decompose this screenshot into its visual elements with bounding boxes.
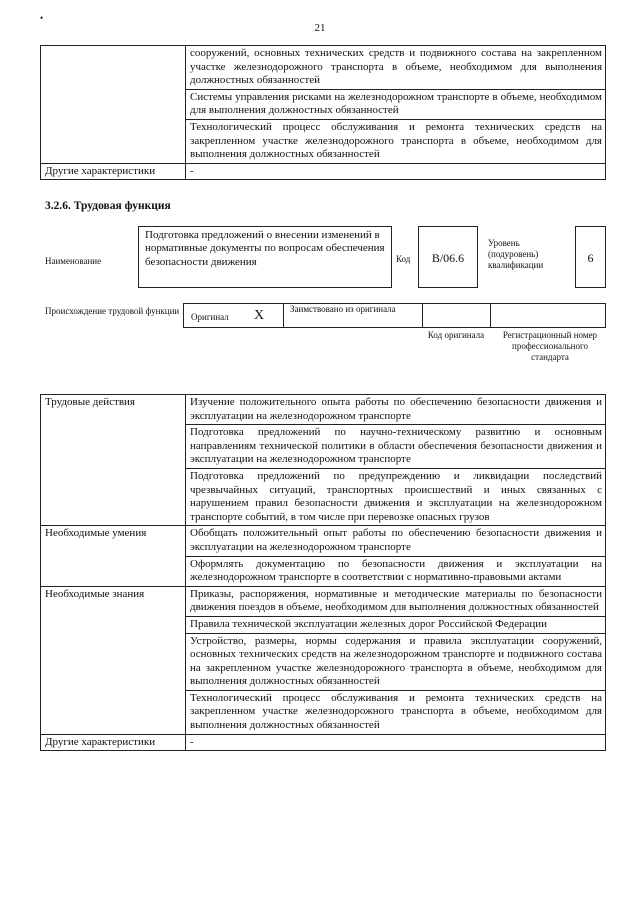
page-number: 21: [314, 22, 326, 34]
table-cell: Системы управления рисками на железнодорожном транспорте в объеме, необходимом для выполнения должностных обязанностей: [186, 89, 606, 119]
table-cell: Подготовка предложений по предупреждению и ликвидации последствий чрезвычайных ситуаций, транспортных происшествий и иных связанных с нарушением правил безопасности движения и эксплуатации на железнодорожном транспорте событий, в том числе при перевозке опасных грузов: [186, 468, 606, 525]
table-cell: Оформлять документацию по безопасности движения и эксплуатации на железнодорожном транспорте в соответствии с нормативно-правовыми актами: [186, 556, 606, 586]
table-cell: Обобщать положительный опыт работы по обеспечению безопасности движения и эксплуатации на железнодорожном транспорте: [186, 526, 606, 556]
table-row: [41, 395, 606, 425]
original-mark: X: [254, 308, 265, 323]
function-table: [40, 394, 606, 751]
table-cell: Технологический процесс обслуживания и ремонта технических средств на закрепленном участке железнодорожного транспорта в объеме, необходимом для выполнения должностных обязанностей: [186, 690, 606, 734]
table-cell: Приказы, распоряжения, нормативные и методические материалы по безопасности движения поездов в объеме, необходимом для выполнения должностных обязанностей: [186, 586, 606, 616]
borrowed-divider: [422, 303, 423, 328]
table-cell: -: [186, 734, 606, 751]
origin-label: Происхождение трудовой функции: [45, 306, 180, 316]
table-cell: Изучение положительного опыта работы по обеспечению безопасности движения и эксплуатации на железнодорожном транспорте: [186, 395, 606, 425]
code-value: B/06.6: [431, 251, 465, 265]
empty-label-cell: [41, 46, 186, 164]
table-cell: Технологический процесс обслуживания и ремонта технических средств на закрепленном участке железнодорожного транспорта в объеме, необходимом для выполнения должностных обязанностей: [186, 119, 606, 163]
row-label: Другие характеристики: [41, 734, 186, 751]
name-value: Подготовка предложений о внесении изменений в нормативные документы по вопросам обеспечения безопасности движения: [145, 229, 385, 268]
table-row: [41, 526, 606, 556]
section-title: 3.2.6. Трудовая функция: [45, 200, 171, 212]
row-label: Трудовые действия: [41, 395, 186, 526]
table-cell: Правила технической эксплуатации железных дорог Российской Федерации: [186, 616, 606, 633]
reg-caption: Регистрационный номер профессионального стандарта: [502, 330, 598, 362]
level-value-box: [575, 226, 606, 288]
original-label: Оригинал: [191, 312, 229, 322]
scan-mark: •: [40, 13, 44, 23]
table-row: [41, 586, 606, 616]
row-label: Необходимые знания: [41, 586, 186, 734]
row-label: Необходимые умения: [41, 526, 186, 586]
name-value-box: [138, 226, 392, 288]
row-label: Другие характеристики: [41, 163, 186, 180]
table-row: [41, 46, 606, 90]
code-divider: [490, 303, 491, 328]
table-cell: -: [186, 163, 606, 180]
original-divider: [283, 303, 284, 328]
level-value: 6: [587, 251, 594, 265]
table-row: [41, 734, 606, 751]
name-label: Наименование: [45, 256, 102, 266]
continuation-table: [40, 45, 606, 180]
code-label: Код: [396, 254, 411, 264]
code-value-box: [418, 226, 478, 288]
level-label: Уровень (подуровень) квалификации: [488, 238, 544, 270]
code-caption: Код оригинала: [427, 330, 485, 340]
table-cell: сооружений, основных технических средств и подвижного состава на закрепленном участке железнодорожного транспорта в объеме, необходимом для выполнения должностных обязанностей: [186, 46, 606, 90]
borrowed-label: Заимствовано из оригинала: [290, 304, 396, 314]
table-row: [41, 163, 606, 180]
table-cell: Устройство, размеры, нормы содержания и правила эксплуатации сооружений, основных технических средств на железнодорожном транспорте и подвижного состава на закрепленном участке железнодорожного транспорта в объеме, необходимом для выполнения должностных обязанностей: [186, 633, 606, 690]
table-cell: Подготовка предложений по научно-техническому развитию и основным направлениям технической политики в области обеспечения безопасности движения и эксплуатации на железнодорожном транспорте: [186, 425, 606, 469]
